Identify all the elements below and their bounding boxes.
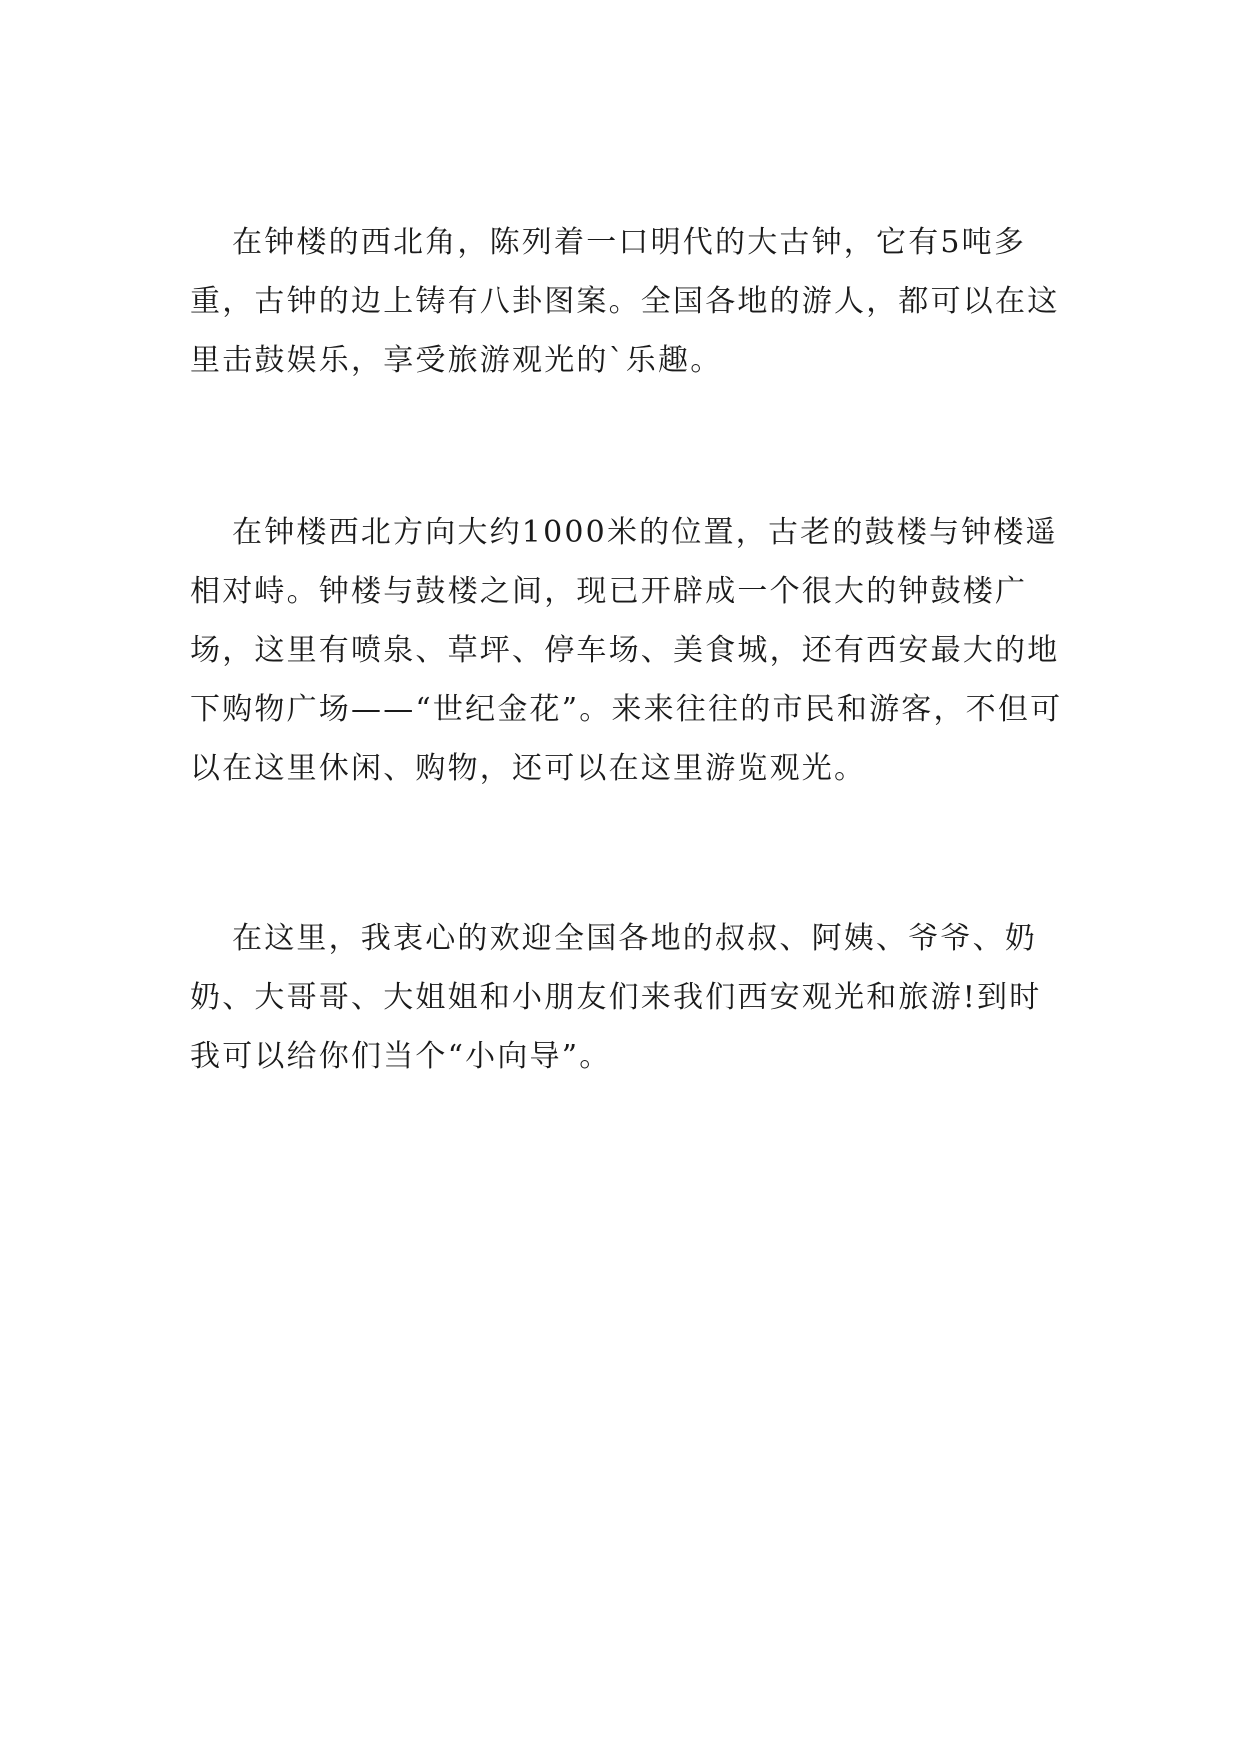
paragraph-drum-tower-square: 在钟楼西北方向大约1000米的位置，古老的鼓楼与钟楼遥相对峙。钟楼与鼓楼之间，现已开辟成一个很大的钟鼓楼广场，这里有喷泉、草坪、停车场、美食城，还有西安最大的地下购物广场——“世纪金花”。来来往往的市民和游客，不但可以在这里休闲、购物，还可以在这里游览观光。 bbox=[190, 515, 1063, 786]
paragraph-welcome: 在这里，我衷心的欢迎全国各地的叔叔、阿姨、爷爷、奶奶、大哥哥、大姐姐和小朋友们来我们西安观光和旅游!到时我可以给你们当个“小向导”。 bbox=[190, 921, 1042, 1074]
paragraph-clock-bell: 在钟楼的西北角，陈列着一口明代的大古钟，它有5吨多重，古钟的边上铸有八卦图案。全国各地的游人，都可以在这里击鼓娱乐，享受旅游观光的`乐趣。 bbox=[190, 225, 1060, 378]
